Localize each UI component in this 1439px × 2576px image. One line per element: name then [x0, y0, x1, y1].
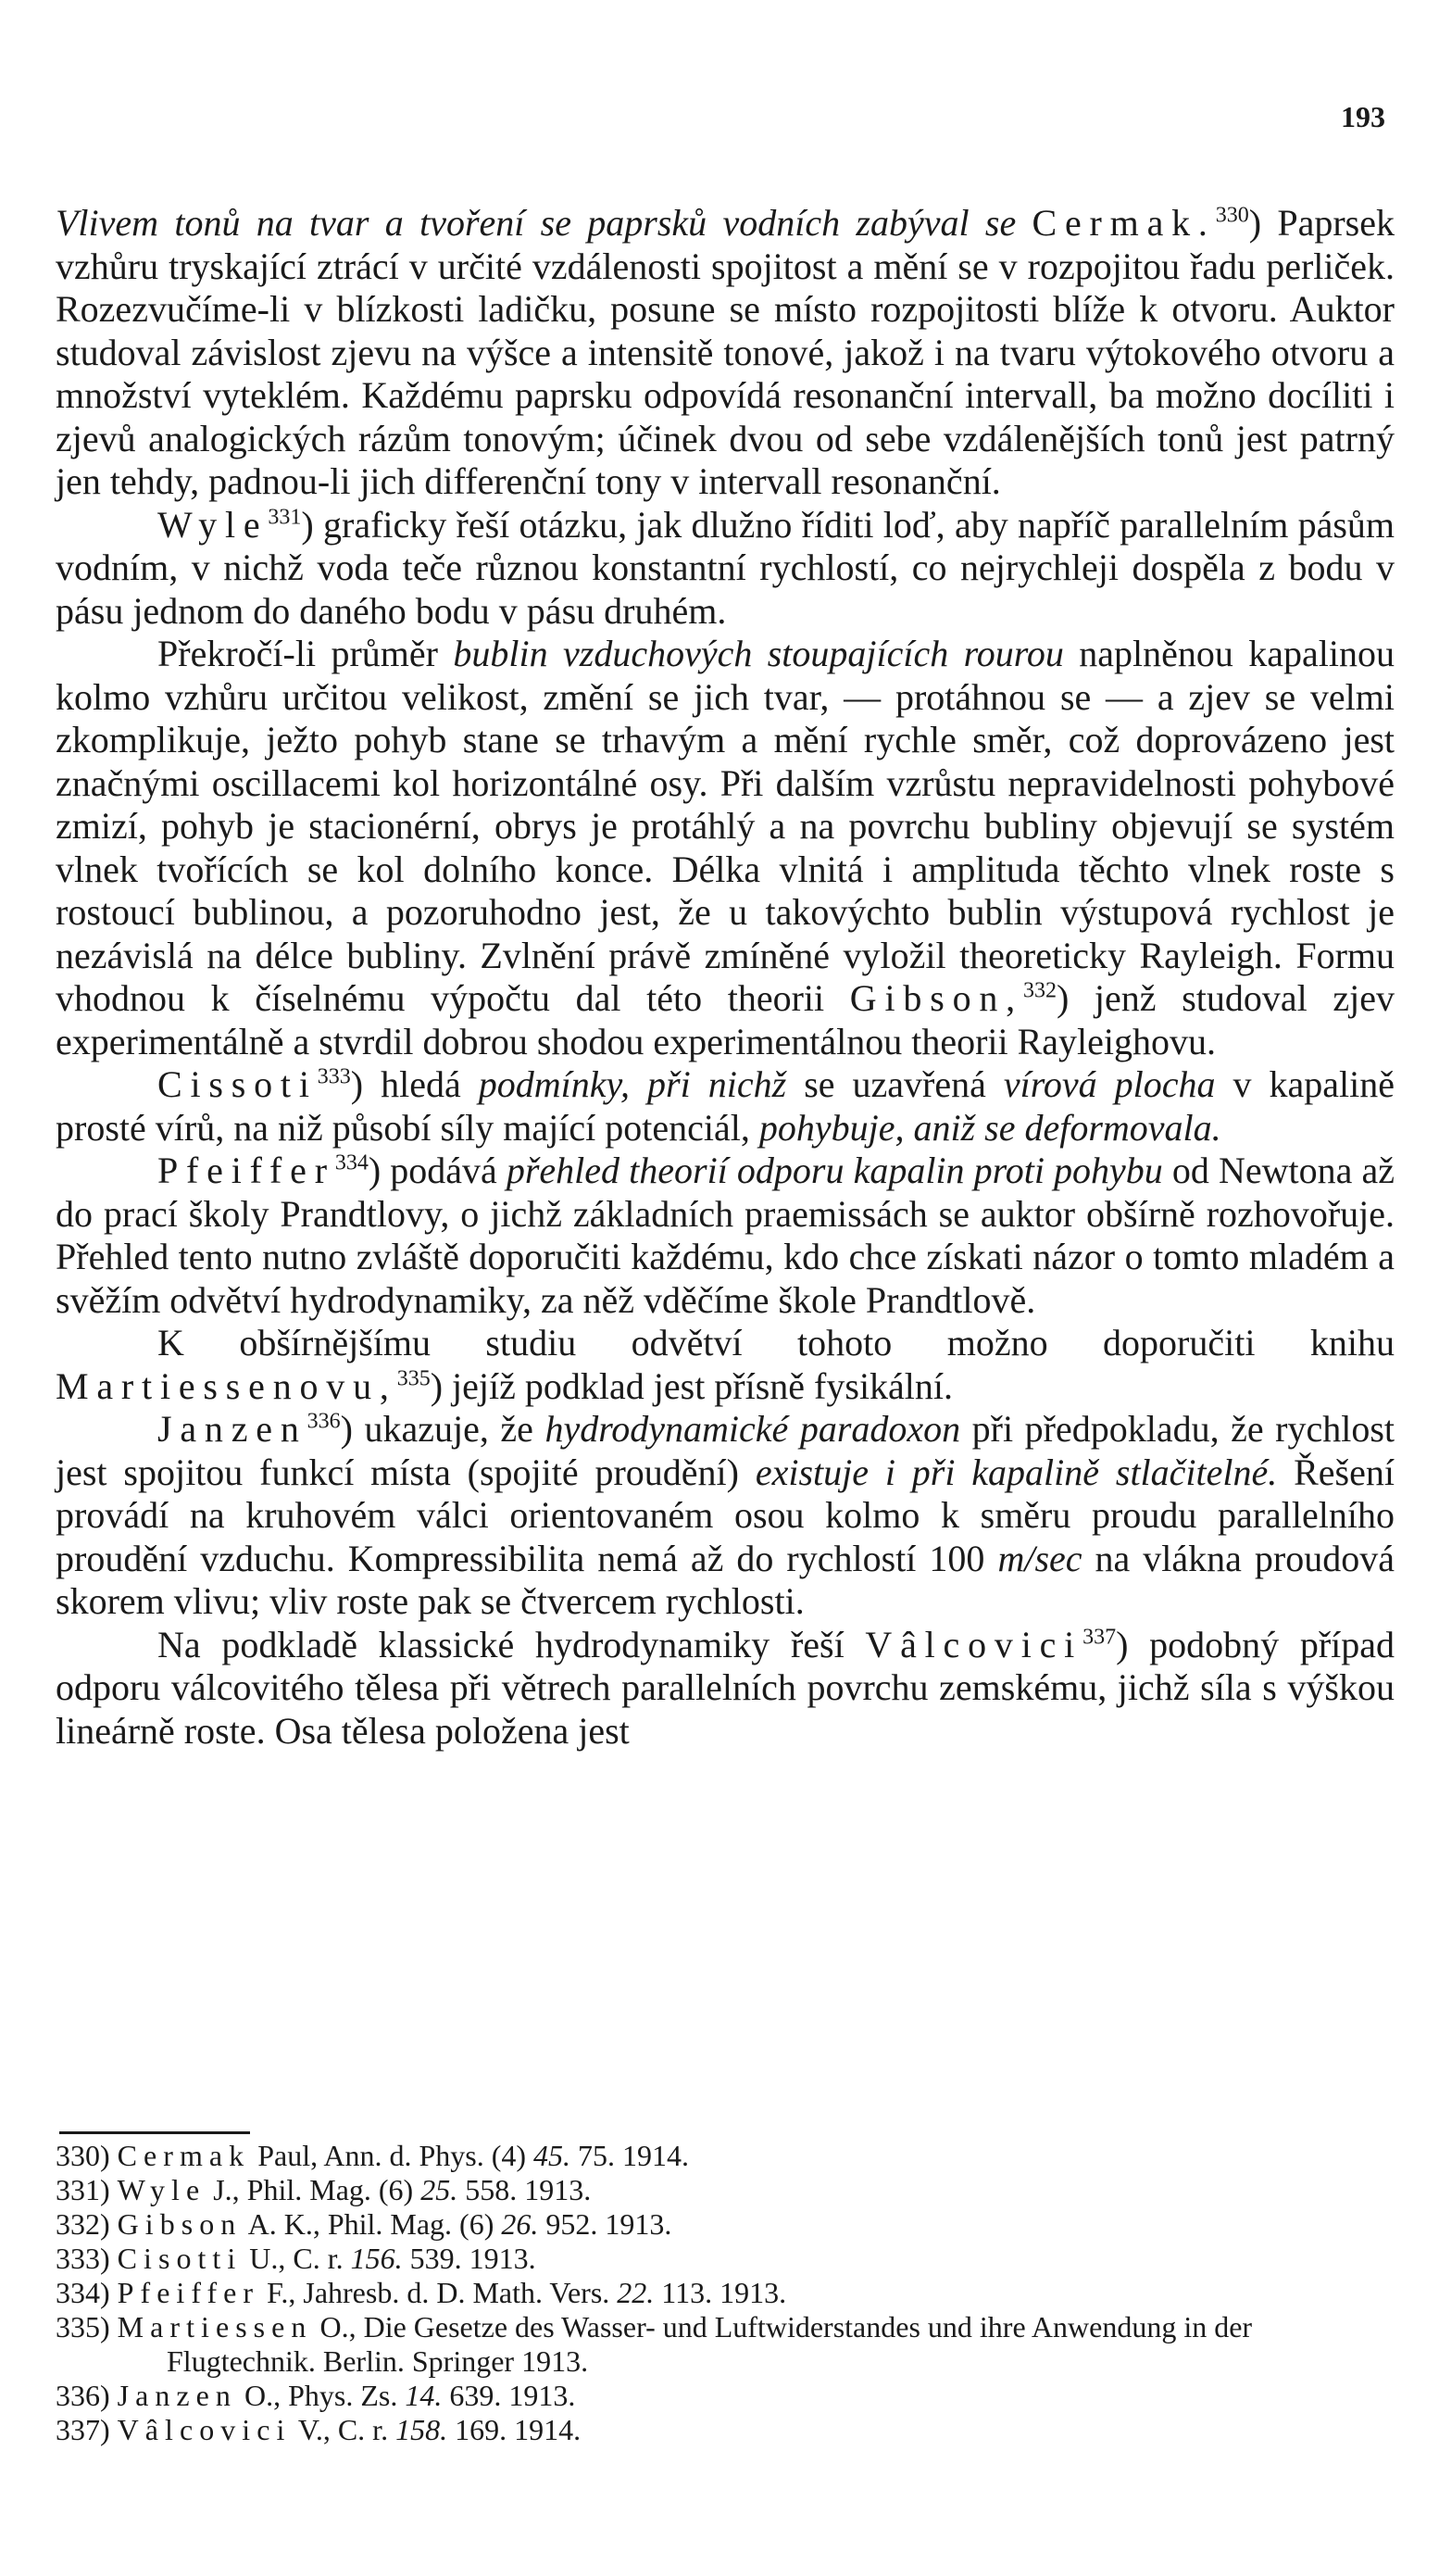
footnote-ref: 333: [317, 1064, 351, 1089]
footnote-331: [56, 2173, 1395, 2207]
paragraph-text: od Newtona až do prací školy Prandtlovy, o jichž základních praemissách se auktor obšírně rozhovořuje. Přehled tento nutno zvláště doporučiti každému, kdo chce získati názor o tomto mladém a svěžím odvětví hydrodynamiky, za něž vděčíme škole Prandtlově.: [56, 1150, 1395, 1321]
author-name: Gibson,: [849, 977, 1023, 1019]
footnote-text: 558. 1913.: [457, 2173, 592, 2206]
italic-phrase: pohybuje, aniž se deformovala.: [758, 1106, 1221, 1149]
footnote-number: 330): [56, 2139, 110, 2172]
paragraph-text: při předpokladu, že rychlost jest spojitou funkcí místa (spojité proudění): [56, 1408, 1395, 1493]
paragraph-text: K obšírnějšímu studiu odvětví tohoto možno doporučiti knihu: [157, 1322, 1395, 1363]
paragraph-valcovici: [56, 1624, 1395, 1753]
paragraph-text: Na podkladě klassické hydrodynamiky řeší: [157, 1623, 866, 1665]
footnote-number: 336): [56, 2379, 110, 2412]
author-name: Vâlcovici: [865, 1623, 1083, 1665]
footnote-number: 333): [56, 2242, 110, 2275]
footnote-333: [56, 2242, 1395, 2276]
footnote-ref: 336: [307, 1409, 341, 1434]
footnote-volume: 158.: [395, 2413, 448, 2446]
italic-phrase: Vlivem tonů na tvar a tvoření se paprsků vodních zabýval se: [56, 202, 1017, 244]
footnote-text: J., Phil. Mag. (6): [206, 2173, 421, 2206]
footnote-number: 337): [56, 2413, 110, 2446]
paragraph-cermak: [56, 202, 1395, 504]
footnote-ref: 332: [1022, 978, 1057, 1003]
italic-phrase: hydrodynamické paradoxon: [544, 1408, 961, 1450]
footnote-author: Gibson: [117, 2207, 243, 2241]
footnote-volume: 156.: [350, 2242, 403, 2275]
footnotes: [56, 2139, 1395, 2447]
italic-phrase: bublin vzduchových stoupajících rourou: [453, 633, 1064, 674]
footnote-volume: 14.: [405, 2379, 443, 2412]
footnote-author: Cisotti: [117, 2242, 243, 2275]
footnote-text: 75. 1914.: [570, 2139, 689, 2172]
footnote-ref: 330: [1215, 203, 1249, 228]
footnote-text: O., Phys. Zs.: [236, 2379, 406, 2412]
paragraph-text: ) podává: [368, 1150, 507, 1191]
author-name: Pfeiffer: [157, 1150, 335, 1191]
body-text: [56, 202, 1395, 1753]
footnote-text: V., C. r.: [291, 2413, 396, 2446]
footnote-divider: [59, 2131, 250, 2134]
paragraph-text: se uzavřená: [786, 1063, 1004, 1105]
footnote-text: 113. 1913.: [654, 2276, 787, 2309]
paragraph-text: v kapalině prosté vírů, na niž působí síly mající potenciál,: [56, 1063, 1395, 1149]
footnote-text: U., C. r.: [242, 2242, 351, 2275]
footnote-330: [56, 2139, 1395, 2173]
footnote-number: 331): [56, 2173, 110, 2206]
footnote-337: [56, 2413, 1395, 2447]
paragraph-text: ) graficky řeší otázku, jak dlužno říditi loď, aby napříč parallelním pásům vodním, v nichž voda teče různou konstantní rychlostí, co nejrychleji dospěla z bodu v pásu jednom do daného bodu v pásu druhém.: [56, 503, 1395, 632]
footnote-text: A. K., Phil. Mag. (6): [242, 2207, 502, 2241]
footnote-number: 332): [56, 2207, 110, 2241]
footnote-volume: 45.: [533, 2139, 570, 2172]
footnote-text: 169. 1914.: [447, 2413, 582, 2446]
paragraph-bubbles: [56, 633, 1395, 1063]
author-name: Wyle: [157, 503, 269, 546]
paragraph-martiessen: [56, 1322, 1395, 1408]
footnote-author: Pfeiffer: [117, 2276, 260, 2309]
paragraph-janzen: [56, 1408, 1395, 1624]
italic-phrase: existuje i při kapalině stlačitelné.: [755, 1451, 1278, 1493]
paragraph-text: ) Paprsek vzhůru tryskající ztrácí v určité vzdálenosti spojitost a mění se v rozpojitou řadu perliček. Rozezvučíme-li v blízkosti ladičku, posune se místo rozpojitosti blíže k otvoru. Auktor studoval závislost zjevu na výšce a intensitě tonové, jakož i na tvaru výtokového otvoru a množství vyteklém. Každému paprsku odpovídá resonanční intervall, ba možno docíliti i zjevů analogických rázům tonovým; účinek dvou od sebe vzdálenějších tonů jest patrný jen tehdy, padnou-li jich differenční tony v intervall resonanční.: [56, 202, 1395, 502]
footnote-334: [56, 2276, 1395, 2310]
footnote-text: O., Die Gesetze des Wasser- und Luftwiderstandes und ihre Anwendung in der Flugtechnik. Berlin. Springer 1913.: [167, 2310, 1253, 2378]
footnote-author: Vâlcovici: [117, 2413, 292, 2446]
paragraph-text: ) podobný případ odporu válcovitého tělesa při větrech parallelních povrchu zemskému, jichž síla s výškou lineárně roste. Osa tělesa položena jest: [56, 1623, 1395, 1752]
footnote-volume: 25.: [420, 2173, 458, 2206]
footnote-number: 335): [56, 2310, 110, 2344]
paragraph-text: Řešení provádí na kruhovém válci orientovaném osou kolmo k směru proudu parallelního proudění vzduchu. Kompressibilita nemá až do rychlostí 100: [56, 1451, 1395, 1579]
paragraph-text: naplněnou kapalinou kolmo vzhůru určitou velikost, změní se jich tvar, — protáhnou se — a zjev se velmi zkomplikuje, ježto pohyb stane se trhavým a mění rychle směr, což doprovázeno jest značnými oscillacemi kol horizontálné osy. Při dalším vzrůstu nepravidelnosti pohybové zmizí, pohyb je stacionérní, obrys je protáhlý a na povrchu bubliny objevují se systém vlnek tvořících se kol dolního konce. Délka vlnitá i amplituda těchto vlnek roste s rostoucí bublinou, a pozoruhodno jest, že u takovýchto bublin výstupová rychlost je nezávislá na délce bubliny. Zvlnění právě zmíněné vyložil theoreticky Rayleigh. Formu vhodnou k číselnému výpočtu dal této theorii: [56, 633, 1395, 1019]
footnote-text: 952. 1913.: [538, 2207, 672, 2241]
footnote-335: [56, 2310, 1395, 2379]
paragraph-text: Překročí-li průměr: [157, 633, 454, 674]
paragraph-text: na vlákna proudová skorem vlivu; vliv roste pak se čtvercem rychlosti.: [56, 1537, 1395, 1622]
page-number: 193: [1341, 100, 1385, 133]
footnote-volume: 26.: [501, 2207, 539, 2241]
footnote-volume: 22.: [617, 2276, 655, 2309]
italic-phrase: přehled theorií odporu kapalin proti pohybu: [506, 1150, 1163, 1191]
footnote-author: Janzen: [117, 2379, 237, 2412]
footnote-text: 539. 1913.: [402, 2242, 536, 2275]
footnote-author: Cermak: [117, 2139, 251, 2172]
author-name: Janzen: [157, 1408, 307, 1450]
footnote-number: 334): [56, 2276, 110, 2309]
paragraph-text: ) jejíž podklad jest přísně fysikální.: [430, 1364, 954, 1407]
author-name: Cermak.: [1032, 202, 1216, 244]
italic-phrase: m/sec: [997, 1537, 1082, 1579]
paragraph-pfeiffer: [56, 1150, 1395, 1322]
footnote-ref: 331: [268, 505, 302, 530]
footnote-text: 639. 1913.: [442, 2379, 576, 2412]
paragraph-cissoti: [56, 1063, 1395, 1150]
italic-phrase: vírová plocha: [1003, 1063, 1216, 1105]
footnote-author: Martiessen: [117, 2310, 313, 2344]
author-name: Martiessenovu,: [56, 1364, 397, 1407]
footnote-ref: 335: [396, 1366, 431, 1391]
paragraph-text: ) jenž studoval zjev experimentálně a stvrdil dobrou shodou experimentálnou theorii Rayleighovu.: [56, 977, 1395, 1062]
footnote-ref: 337: [1082, 1625, 1117, 1650]
footnote-text: Paul, Ann. d. Phys. (4): [250, 2139, 533, 2172]
footnote-336: [56, 2379, 1395, 2413]
author-name: Cissoti: [157, 1063, 318, 1105]
paragraph-text: ) hledá: [350, 1063, 479, 1105]
paragraph-text: ) ukazuje, že: [340, 1408, 545, 1450]
italic-phrase: podmínky, při nichž: [478, 1063, 787, 1105]
footnote-332: [56, 2207, 1395, 2242]
footnote-ref: 334: [334, 1150, 369, 1175]
footnote-text: F., Jahresb. d. D. Math. Vers.: [259, 2276, 618, 2309]
paragraph-wyle: [56, 504, 1395, 634]
footnote-author: Wyle: [117, 2173, 206, 2206]
